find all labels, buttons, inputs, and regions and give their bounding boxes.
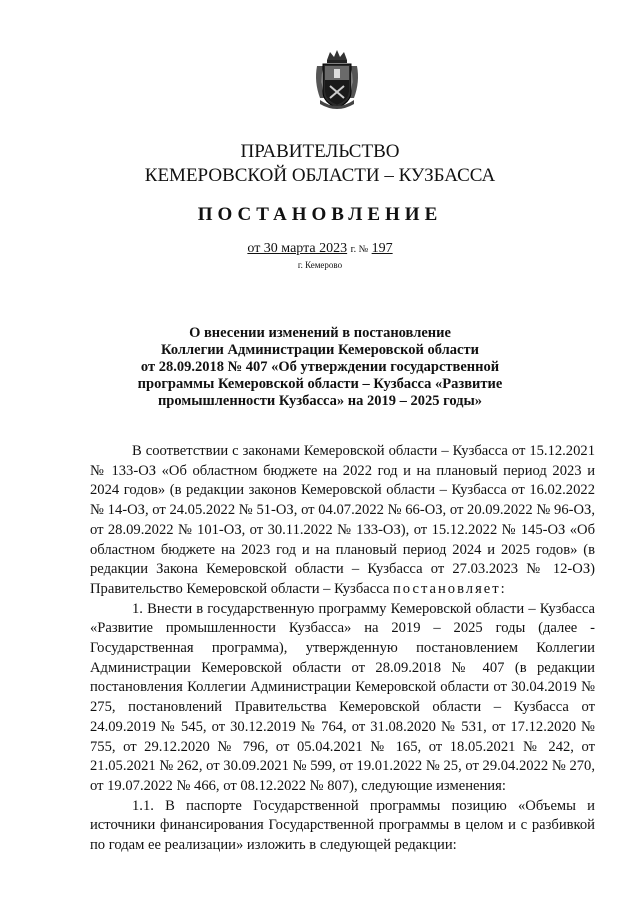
government-name-line1: ПРАВИТЕЛЬСТВО: [240, 141, 400, 162]
resolves-word: постановляет:: [393, 580, 507, 597]
decree-city: г. Кемерово: [297, 260, 343, 270]
decree-number: 197: [371, 241, 393, 256]
body-paragraph-preamble: [90, 442, 595, 600]
preamble-text: В соответствии с законами Кемеровской области – Кузбасса от 15.12.2021 № 133-ОЗ «Об областном бюджете на 2022 год и на плановый период 2023 и 2024 годов» (в редакции законов Кемеровской области – Кузбасса от 16.02.2022 № 14-ОЗ, от 24.05.2022 № 51-ОЗ, от 04.07.2022 № 66-ОЗ, от 20.09.2022 № 96-ОЗ, от 28.09.2022 № 101-ОЗ, от 30.11.2022 № 133-ОЗ), от 15.12.2022 № 145-ОЗ «Об областном бюджете на 2023 год и на плановый период 2024 и 2025 годов» (в редакции Закона Кемеровской области – Кузбасса от 27.03.2023 № 12-ОЗ) Правительство Кемеровской области – Кузбасса: [90, 443, 595, 597]
title-line: Коллегии Администрации Кемеровской области: [161, 342, 479, 358]
title-line: О внесении изменений в постановление: [189, 325, 451, 341]
body-paragraph-item1: 1. Внести в государственную программу Кемеровской области – Кузбасса «Развитие промышленности Кузбасса» на 2019 – 2025 годы (далее - Государственная программа), утвержденную постановлением Коллегии Администрации Кемеровской области от 28.09.2018 № 407 (в редакции постановления Коллегии Администрации Кемеровской области от 30.04.2019 № 275, постановлений Правительства Кемеровской области – Кузбасса от 24.09.2019 № 545, от 30.12.2019 № 764, от 31.08.2020 № 531, от 17.12.2020 № 755, от 29.12.2020 № 796, от 05.04.2021 № 165, от 18.05.2021 № 242, от 21.05.2021 № 262, от 30.09.2021 № 599, от 19.01.2022 № 25, от 29.04.2022 № 270, от 19.07.2022 № 466, от 08.12.2022 № 807), следующие изменения:: [90, 600, 595, 794]
title-line: от 28.09.2018 № 407 «Об утверждении государственной: [140, 359, 500, 375]
decree-number-label: г. №: [350, 244, 369, 255]
decree-body: [90, 442, 595, 856]
title-line: программы Кемеровской области – Кузбасса «Развитие: [137, 376, 503, 392]
government-name-line2: КЕМЕРОВСКОЙ ОБЛАСТИ – КУЗБАССА: [144, 165, 496, 186]
decree-date: от 30 марта 2023: [247, 241, 348, 256]
document-type: ПОСТАНОВЛЕНИЕ: [197, 204, 443, 225]
decree-date-line: [0, 241, 640, 257]
title-line: промышленности Кузбасса» на 2019 – 2025 годы»: [157, 393, 483, 409]
coat-of-arms-icon: [314, 48, 360, 112]
body-paragraph-item1-1: 1.1. В паспорте Государственной программы позицию «Объемы и источники финансирования Государственной программы в целом и с разбивкой по годам ее реализации» изложить в следующей редакции:: [90, 797, 595, 854]
decree-title: [120, 325, 520, 410]
